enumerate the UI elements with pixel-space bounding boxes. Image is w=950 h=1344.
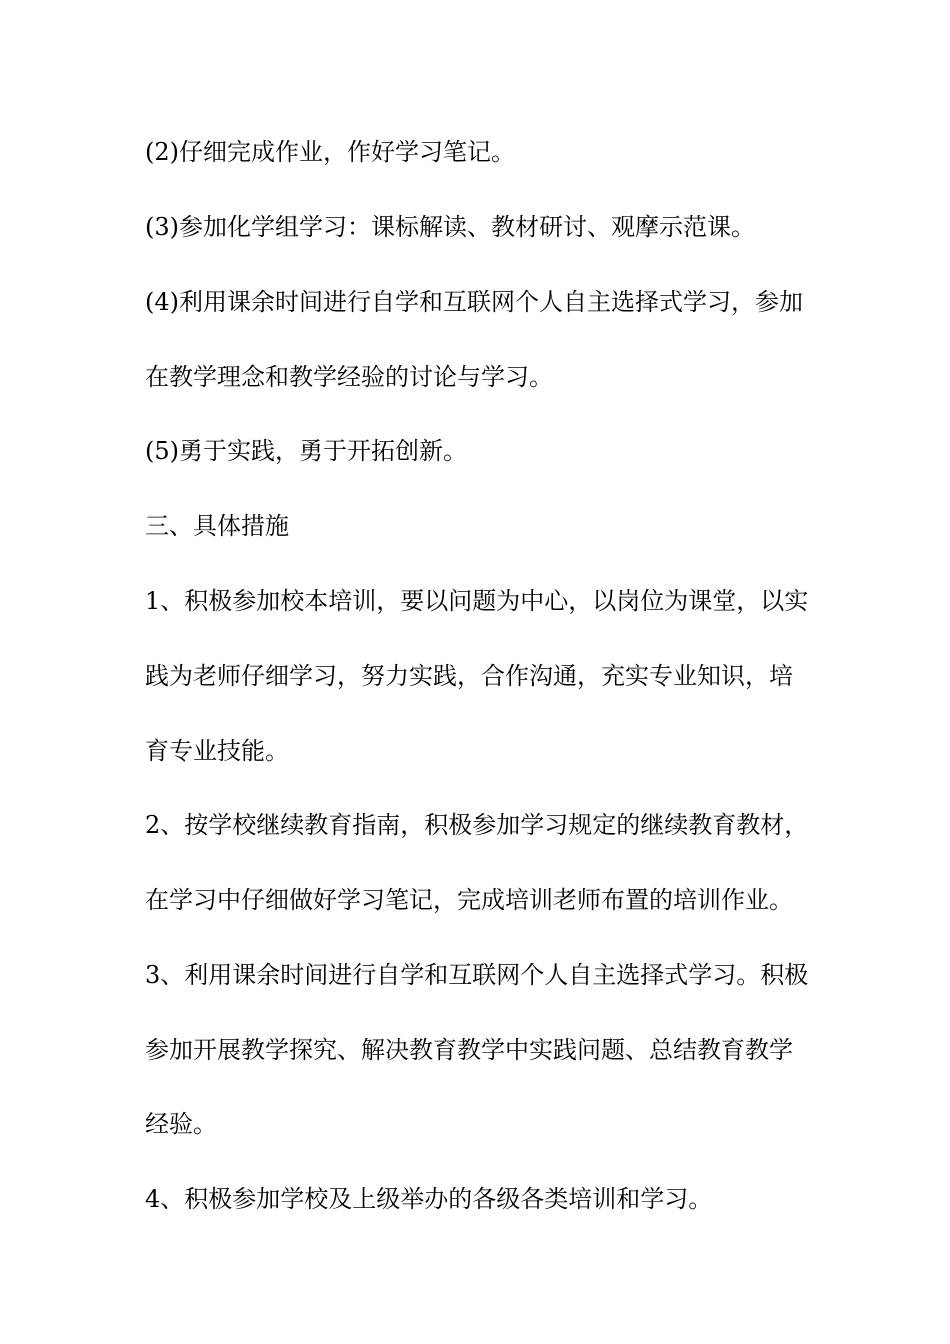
text-line-measure-3: 3、利用课余时间进行自学和互联网个人自主选择式学习。积极 bbox=[145, 961, 809, 989]
text-line-item-4: (4)利用课余时间进行自学和互联网个人自主选择式学习，参加 bbox=[145, 288, 803, 316]
text-line-item-4-cont: 在教学理念和教学经验的讨论与学习。 bbox=[145, 363, 553, 391]
text-line-measure-2-cont: 在学习中仔细做好学习笔记，完成培训老师布置的培训作业。 bbox=[145, 886, 793, 914]
text-line-measure-1-cont: 践为老师仔细学习，努力实践，合作沟通，充实专业知识，培 bbox=[145, 662, 793, 690]
text-line-measure-1-end: 育专业技能。 bbox=[145, 737, 289, 765]
text-line-measure-4: 4、积极参加学校及上级举办的各级各类培训和学习。 bbox=[145, 1185, 713, 1213]
text-line-measure-2: 2、按学校继续教育指南，积极参加学习规定的继续教育教材， bbox=[145, 811, 809, 839]
text-line-measure-3-end: 经验。 bbox=[145, 1110, 217, 1138]
text-line-item-3: (3)参加化学组学习：课标解读、教材研讨、观摩示范课。 bbox=[145, 213, 755, 241]
text-line-measure-1: 1、积极参加校本培训，要以问题为中心，以岗位为课堂，以实 bbox=[145, 587, 809, 615]
section-heading-measures: 三、具体措施 bbox=[145, 512, 289, 540]
text-line-item-2: (2)仔细完成作业，作好学习笔记。 bbox=[145, 138, 515, 166]
text-line-item-5: (5)勇于实践，勇于开拓创新。 bbox=[145, 437, 467, 465]
text-line-measure-3-cont: 参加开展教学探究、解决教育教学中实践问题、总结教育教学 bbox=[145, 1036, 793, 1064]
